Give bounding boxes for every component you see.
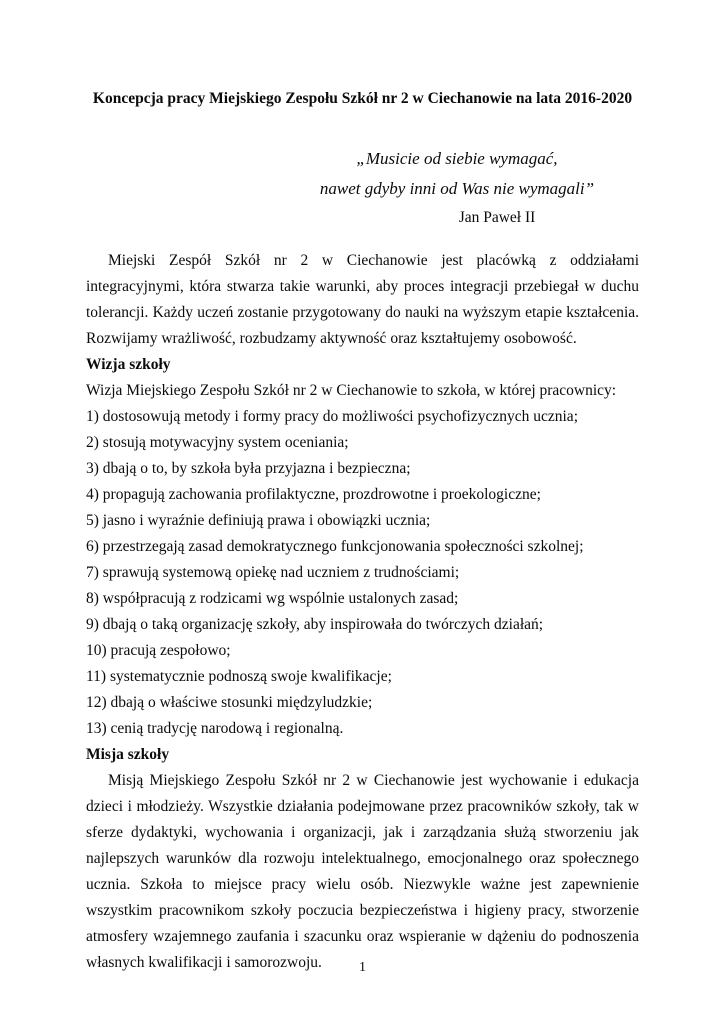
quote-attribution: Jan Paweł II bbox=[458, 209, 536, 226]
vision-item-9: 9) dbają o taką organizację szkoły, aby inspirowała do twórczych działań; bbox=[86, 616, 544, 633]
vision-item-4: 4) propagują zachowania profilaktyczne, prozdrowotne i proekologiczne; bbox=[86, 486, 541, 503]
quote-line-2: nawet gdyby inni od Was nie wymagali” bbox=[319, 179, 595, 198]
mission-paragraph: Misją Miejskiego Zespołu Szkół nr 2 w Ciechanowie jest wychowanie i edukacja dzieci i młodzieży. Wszystkie działania podejmowane przez pracowników szkoły, tak w sferze dydaktyki, wychowania i organizacji, jak i zarządzania służą stworzeniu jak najlepszych warunków dla rozwoju intelektualnego, emocjonalnego oraz społecznego ucznia. Szkoła to miejsce pracy wielu osób. Niezwykle ważne jest zapewnienie wszystkim pracownikom szkoły poczucia bezpieczeństwa i higieny pracy, stworzenie atmosfery wzajemnego zaufania i szacunku oraz wspieranie w dążeniu do podnoszenia własnych kwalifikacji i samorozwoju. bbox=[86, 772, 639, 971]
vision-item-6: 6) przestrzegają zasad demokratycznego funkcjonowania społeczności szkolnej; bbox=[86, 538, 584, 555]
vision-lead: Wizja Miejskiego Zespołu Szkół nr 2 w Ciechanowie to szkoła, w której pracownicy: bbox=[86, 382, 617, 399]
vision-item-10: 10) pracują zespołowo; bbox=[86, 642, 231, 659]
intro-paragraph: Miejski Zespół Szkół nr 2 w Ciechanowie jest placówką z oddziałami integracyjnymi, która stwarza takie warunki, aby proces integracji przebiegał w duchu tolerancji. Każdy uczeń zostanie przygotowany do nauki na wyższym etapie kształcenia. Rozwijamy wrażliwość, rozbudzamy aktywność oraz kształtujemy osobowość. bbox=[86, 252, 639, 347]
vision-item-7: 7) sprawują systemową opiekę nad uczniem z trudnościami; bbox=[86, 564, 460, 581]
document-title: Koncepcja pracy Miejskiego Zespołu Szkół nr 2 w Ciechanowie na lata 2016-2020 bbox=[92, 90, 633, 107]
vision-item-1: 1) dostosowują metody i formy pracy do możliwości psychofizycznych ucznia; bbox=[86, 408, 578, 425]
vision-item-11: 11) systematycznie podnoszą swoje kwalifikacje; bbox=[86, 668, 392, 685]
vision-item-8: 8) współpracują z rodzicami wg wspólnie ustalonych zasad; bbox=[86, 590, 459, 607]
quote-line-1: „Musicie od siebie wymagać, bbox=[356, 149, 558, 168]
vision-item-12: 12) dbają o właściwe stosunki międzyludzkie; bbox=[86, 694, 373, 711]
mission-heading: Misja szkoły bbox=[86, 746, 170, 763]
quote-block bbox=[275, 144, 639, 230]
vision-item-3: 3) dbają o to, by szkoła była przyjazna i bezpieczna; bbox=[86, 460, 411, 477]
vision-item-2: 2) stosują motywacyjny system oceniania; bbox=[86, 434, 349, 451]
vision-item-5: 5) jasno i wyraźnie definiują prawa i obowiązki ucznia; bbox=[86, 512, 431, 529]
vision-item-13: 13) cenią tradycję narodową i regionalną. bbox=[86, 720, 344, 737]
page-number: 1 bbox=[359, 960, 366, 975]
vision-heading: Wizja szkoły bbox=[86, 356, 171, 373]
